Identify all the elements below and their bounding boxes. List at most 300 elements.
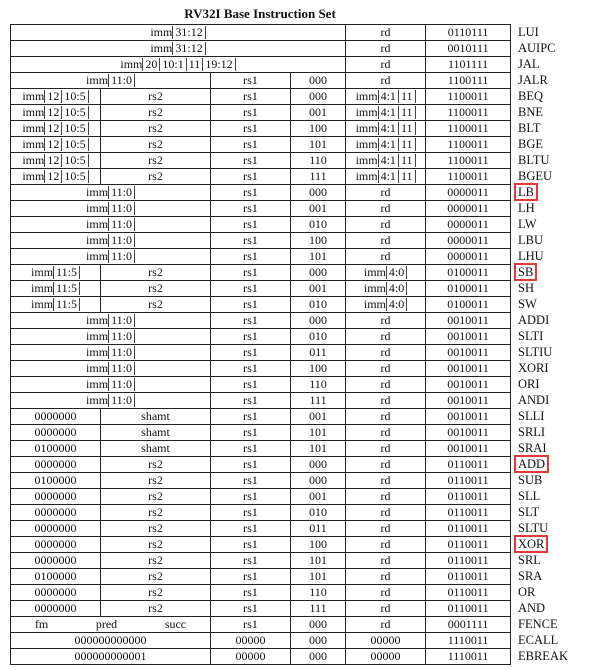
bit-range: 4:1 <box>378 138 399 151</box>
field-label: imm <box>86 201 109 215</box>
table-cell <box>211 553 291 569</box>
table-cell <box>101 441 211 457</box>
table-row <box>11 41 511 57</box>
table-row <box>11 585 511 601</box>
field-label: rd <box>380 185 391 199</box>
table-cell <box>346 233 426 249</box>
field-label: rs1 <box>243 601 258 615</box>
table-cell <box>211 217 291 233</box>
mnemonic-sb <box>514 264 604 280</box>
bit-range: 11:5 <box>53 282 80 295</box>
table-row <box>11 409 511 425</box>
table-cell <box>11 649 211 665</box>
field-label: 0000000 <box>34 489 77 503</box>
bit-range: 10:5 <box>62 170 88 183</box>
instruction-table <box>10 24 511 665</box>
bit-range: 4:1 <box>378 106 399 119</box>
field-label: 0000000 <box>34 457 77 471</box>
mnemonic-sltiu <box>514 344 604 360</box>
field-label: rd <box>380 553 391 567</box>
table-cell <box>346 585 426 601</box>
mnemonic-label: SRA <box>518 569 543 583</box>
mnemonic-add <box>514 456 604 472</box>
table-cell <box>291 585 346 601</box>
field-label: rs1 <box>243 569 258 583</box>
opcode: 1100011 <box>447 137 489 151</box>
bit-range: 11:0 <box>108 202 135 215</box>
table-cell <box>11 553 101 569</box>
mnemonic-label: BEQ <box>518 89 543 103</box>
field-label: rs1 <box>243 73 258 87</box>
table-cell <box>291 633 346 649</box>
mnemonic-lbu <box>514 232 604 248</box>
table-cell <box>346 489 426 505</box>
table-cell <box>291 505 346 521</box>
mnemonic-lh <box>514 200 604 216</box>
table-cell <box>101 569 211 585</box>
table-cell <box>291 329 346 345</box>
field-label: rd <box>380 457 391 471</box>
table-cell <box>426 297 511 313</box>
table-cell <box>426 185 511 201</box>
table-cell <box>426 265 511 281</box>
table-cell <box>211 73 291 89</box>
field-label: rd <box>380 521 391 535</box>
field-label: 111 <box>309 393 327 407</box>
table-cell <box>291 393 346 409</box>
field-label: rs1 <box>243 505 258 519</box>
table-cell <box>426 441 511 457</box>
field-label: imm <box>31 281 54 295</box>
table-cell <box>346 505 426 521</box>
bit-range: 11:0 <box>108 186 135 199</box>
field-label: rs1 <box>243 345 258 359</box>
table-cell <box>101 265 211 281</box>
table-cell <box>11 441 101 457</box>
field-label: imm <box>355 121 378 135</box>
table-cell <box>426 105 511 121</box>
table-cell <box>11 249 211 265</box>
mnemonic-bge <box>514 136 604 152</box>
mnemonic-label: SH <box>518 281 534 295</box>
opcode: 1110011 <box>447 649 489 663</box>
table-row <box>11 345 511 361</box>
bit-range: 12 <box>44 90 62 103</box>
bit-range: 11:5 <box>53 266 80 279</box>
table-cell <box>211 153 291 169</box>
table-cell <box>211 489 291 505</box>
bit-range: 10:5 <box>62 138 88 151</box>
table-cell <box>211 425 291 441</box>
table-cell <box>426 217 511 233</box>
mnemonic-label: XORI <box>518 361 549 375</box>
table-row <box>11 473 511 489</box>
field-label: 111 <box>309 601 327 615</box>
table-row <box>11 441 511 457</box>
bit-range: 11 <box>399 106 416 119</box>
opcode: 0001111 <box>447 617 489 631</box>
mnemonic-label: SW <box>518 297 537 311</box>
field-label: 001 <box>309 281 328 295</box>
table-cell <box>291 313 346 329</box>
field-label: imm <box>22 121 45 135</box>
field-label: rd <box>380 377 391 391</box>
field-label: imm <box>120 57 143 71</box>
table-cell <box>291 185 346 201</box>
mnemonic-label: LW <box>518 217 537 231</box>
mnemonic-blt <box>514 120 604 136</box>
mnemonic-label: SLTU <box>518 521 549 535</box>
bit-range: 12 <box>44 138 62 151</box>
field-label: rs2 <box>148 153 163 167</box>
opcode: 0000011 <box>447 217 489 231</box>
table-cell <box>11 377 211 393</box>
table-cell <box>426 121 511 137</box>
table-row <box>11 249 511 265</box>
field-label: rs1 <box>243 233 258 247</box>
bit-range: 12 <box>44 154 62 167</box>
mnemonic-label: AUIPC <box>518 41 556 55</box>
table-cell <box>426 425 511 441</box>
table-cell <box>346 441 426 457</box>
table-cell <box>11 73 211 89</box>
mnemonic-label: ADD <box>518 457 546 471</box>
table-cell <box>211 281 291 297</box>
mnemonic-lui <box>514 24 604 40</box>
field-label: 001 <box>309 105 328 119</box>
table-cell <box>426 377 511 393</box>
table-cell <box>101 169 211 185</box>
field-label: 0000000 <box>34 537 77 551</box>
field-label: rs2 <box>148 505 163 519</box>
table-cell <box>291 409 346 425</box>
field-label: rs2 <box>148 105 163 119</box>
opcode: 0110111 <box>447 25 489 39</box>
opcode: 0010111 <box>447 41 489 55</box>
opcode: 0010011 <box>447 361 489 375</box>
table-cell <box>346 89 426 105</box>
mnemonic-slli <box>514 408 604 424</box>
table-cell <box>211 185 291 201</box>
table-cell <box>426 233 511 249</box>
table-cell <box>291 537 346 553</box>
table-cell <box>291 153 346 169</box>
table-cell <box>426 345 511 361</box>
opcode: 1110011 <box>447 633 489 647</box>
table-cell <box>11 41 346 57</box>
opcode: 1100111 <box>447 73 489 87</box>
bit-range: 4:1 <box>378 90 399 103</box>
table-cell <box>211 457 291 473</box>
table-cell <box>211 89 291 105</box>
field-label: rd <box>380 329 391 343</box>
table-cell <box>291 297 346 313</box>
table-cell <box>101 137 211 153</box>
table-cell <box>211 105 291 121</box>
field-label: 000 <box>309 457 328 471</box>
table-cell <box>11 57 346 73</box>
table-cell <box>346 201 426 217</box>
field-label: rd <box>380 537 391 551</box>
table-cell <box>346 121 426 137</box>
mnemonic-label: BLT <box>518 121 541 135</box>
field-label: rd <box>380 473 391 487</box>
opcode: 0110011 <box>447 521 489 535</box>
field-label: 000000000001 <box>74 649 147 663</box>
table-cell <box>211 345 291 361</box>
field-label: imm <box>31 265 54 279</box>
mnemonic-label: BLTU <box>518 153 550 167</box>
mnemonic-bgeu <box>514 168 604 184</box>
table-cell <box>211 409 291 425</box>
table-cell <box>346 473 426 489</box>
mnemonic-bltu <box>514 152 604 168</box>
field-label: rs1 <box>243 393 258 407</box>
table-cell <box>211 377 291 393</box>
field-label: 0000000 <box>34 585 77 599</box>
field-label: shamt <box>141 425 170 439</box>
table-cell <box>101 505 211 521</box>
table-cell <box>426 329 511 345</box>
table-cell <box>291 457 346 473</box>
mnemonic-label: SLL <box>518 489 541 503</box>
table-row <box>11 233 511 249</box>
field-label: rs1 <box>243 137 258 151</box>
table-cell <box>291 105 346 121</box>
table-cell <box>291 473 346 489</box>
table-cell <box>426 201 511 217</box>
field-label: rs1 <box>243 281 258 295</box>
table-cell <box>11 169 101 185</box>
table-row <box>11 57 511 73</box>
table-cell <box>11 521 101 537</box>
table-cell <box>101 457 211 473</box>
field-label: 0000000 <box>34 425 77 439</box>
table-cell <box>101 553 211 569</box>
mnemonic-fence <box>514 616 604 632</box>
table-cell <box>11 185 211 201</box>
table-cell <box>291 169 346 185</box>
table-cell <box>291 217 346 233</box>
mnemonic-slt <box>514 504 604 520</box>
table-cell <box>291 201 346 217</box>
field-label: pred <box>95 617 118 631</box>
bit-range: 11 <box>399 154 416 167</box>
table-cell <box>426 553 511 569</box>
field-label: rd <box>380 73 391 87</box>
field-label: rs2 <box>148 473 163 487</box>
field-label: rs1 <box>243 201 258 215</box>
field-label: rs1 <box>243 377 258 391</box>
field-label: 101 <box>309 441 328 455</box>
table-cell <box>291 425 346 441</box>
field-label: rs1 <box>243 105 258 119</box>
table-row <box>11 361 511 377</box>
table-cell <box>11 585 101 601</box>
table-cell <box>101 425 211 441</box>
mnemonic-label: EBREAK <box>518 649 568 663</box>
table-cell <box>11 361 211 377</box>
field-label: imm <box>355 153 378 167</box>
mnemonic-label: OR <box>518 585 536 599</box>
field-label: rd <box>380 361 391 375</box>
field-label: 101 <box>309 553 328 567</box>
field-label: rs2 <box>148 297 163 311</box>
table-cell <box>291 617 346 633</box>
field-label: rs2 <box>148 89 163 103</box>
bit-range: 31:12 <box>172 42 205 55</box>
table-cell <box>346 57 426 73</box>
bit-range: 11 <box>399 170 416 183</box>
mnemonic-label: SLTIU <box>518 345 553 359</box>
table-cell <box>346 217 426 233</box>
opcode: 0100011 <box>447 281 489 295</box>
opcode: 0110011 <box>447 601 489 615</box>
field-label: 000 <box>309 649 328 663</box>
table-cell <box>101 121 211 137</box>
table-cell <box>11 473 101 489</box>
field-label: imm <box>86 361 109 375</box>
table-row <box>11 553 511 569</box>
mnemonic-lb <box>514 184 604 200</box>
field-label: rs2 <box>148 121 163 135</box>
field-label: 0100000 <box>34 569 77 583</box>
table-cell <box>211 329 291 345</box>
table-cell <box>426 153 511 169</box>
opcode: 0110011 <box>447 585 489 599</box>
field-label: imm <box>355 105 378 119</box>
bit-range: 11:0 <box>108 250 135 263</box>
field-label: rs1 <box>243 265 258 279</box>
table-cell <box>346 601 426 617</box>
mnemonic-beq <box>514 88 604 104</box>
field-label: imm <box>86 377 109 391</box>
table-row <box>11 73 511 89</box>
mnemonic-label: BNE <box>518 105 543 119</box>
table-cell <box>346 265 426 281</box>
table-cell <box>291 521 346 537</box>
opcode: 0010011 <box>447 329 489 343</box>
table-row <box>11 505 511 521</box>
table-cell <box>426 313 511 329</box>
table-cell <box>346 73 426 89</box>
table-cell <box>426 41 511 57</box>
field-label: rs2 <box>148 553 163 567</box>
table-cell <box>211 137 291 153</box>
table-cell <box>101 297 211 313</box>
field-label: rd <box>380 585 391 599</box>
table-cell <box>426 137 511 153</box>
bit-range: 4:0 <box>386 266 407 279</box>
table-cell <box>11 393 211 409</box>
table-cell <box>211 569 291 585</box>
field-label: 010 <box>309 329 328 343</box>
opcode: 0010011 <box>447 409 489 423</box>
table-cell <box>211 313 291 329</box>
mnemonic-label: XOR <box>518 537 545 551</box>
field-label: 010 <box>309 505 328 519</box>
field-label: imm <box>22 137 45 151</box>
field-label: rs1 <box>243 217 258 231</box>
table-cell <box>11 25 346 41</box>
field-label: rs1 <box>243 329 258 343</box>
mnemonic-xori <box>514 360 604 376</box>
opcode: 0110011 <box>447 537 489 551</box>
mnemonic-label: BGE <box>518 137 543 151</box>
field-label: 0100000 <box>34 473 77 487</box>
opcode: 1100011 <box>447 153 489 167</box>
bit-range: 11:0 <box>108 330 135 343</box>
field-label: 100 <box>309 121 328 135</box>
mnemonic-label: LH <box>518 201 535 215</box>
table-cell <box>11 633 211 649</box>
table-cell <box>211 393 291 409</box>
table-cell <box>346 345 426 361</box>
table-cell <box>346 425 426 441</box>
opcode: 0110011 <box>447 505 489 519</box>
mnemonic-label: SB <box>518 265 534 279</box>
field-label: 000 <box>309 185 328 199</box>
table-row <box>11 137 511 153</box>
table-cell <box>346 409 426 425</box>
field-label: rs1 <box>243 409 258 423</box>
mnemonic-list <box>514 24 604 664</box>
field-label: imm <box>86 313 109 327</box>
table-cell <box>211 169 291 185</box>
field-label: 0000000 <box>34 505 77 519</box>
mnemonic-or <box>514 584 604 600</box>
table-row <box>11 537 511 553</box>
field-label: 000 <box>309 265 328 279</box>
table-cell <box>101 281 211 297</box>
table-cell <box>346 297 426 313</box>
field-label: rd <box>380 313 391 327</box>
field-label: imm <box>363 281 386 295</box>
mnemonic-xor <box>514 536 604 552</box>
mnemonic-label: SLLI <box>518 409 545 423</box>
table-cell <box>11 537 101 553</box>
table-cell <box>426 409 511 425</box>
mnemonic-sh <box>514 280 604 296</box>
table-row <box>11 121 511 137</box>
table-row <box>11 569 511 585</box>
table-cell <box>291 233 346 249</box>
mnemonic-label: AND <box>518 601 546 615</box>
table-cell <box>11 233 211 249</box>
mnemonic-label: ADDI <box>518 313 550 327</box>
table-cell <box>346 633 426 649</box>
field-label: imm <box>363 297 386 311</box>
field-label: rs1 <box>243 585 258 599</box>
field-label: 100 <box>309 233 328 247</box>
field-label: rd <box>380 249 391 263</box>
mnemonic-label: ECALL <box>518 633 559 647</box>
field-label: rs2 <box>148 601 163 615</box>
table-cell <box>426 505 511 521</box>
table-cell <box>346 361 426 377</box>
opcode: 0000011 <box>447 249 489 263</box>
table-cell <box>346 105 426 121</box>
table-row <box>11 489 511 505</box>
field-label: imm <box>22 153 45 167</box>
field-label: 111 <box>309 169 327 183</box>
mnemonic-srli <box>514 424 604 440</box>
field-label: rs1 <box>243 441 258 455</box>
table-cell <box>11 457 101 473</box>
table-cell <box>211 297 291 313</box>
field-label: rs1 <box>243 521 258 535</box>
field-label: 00000 <box>235 649 266 663</box>
